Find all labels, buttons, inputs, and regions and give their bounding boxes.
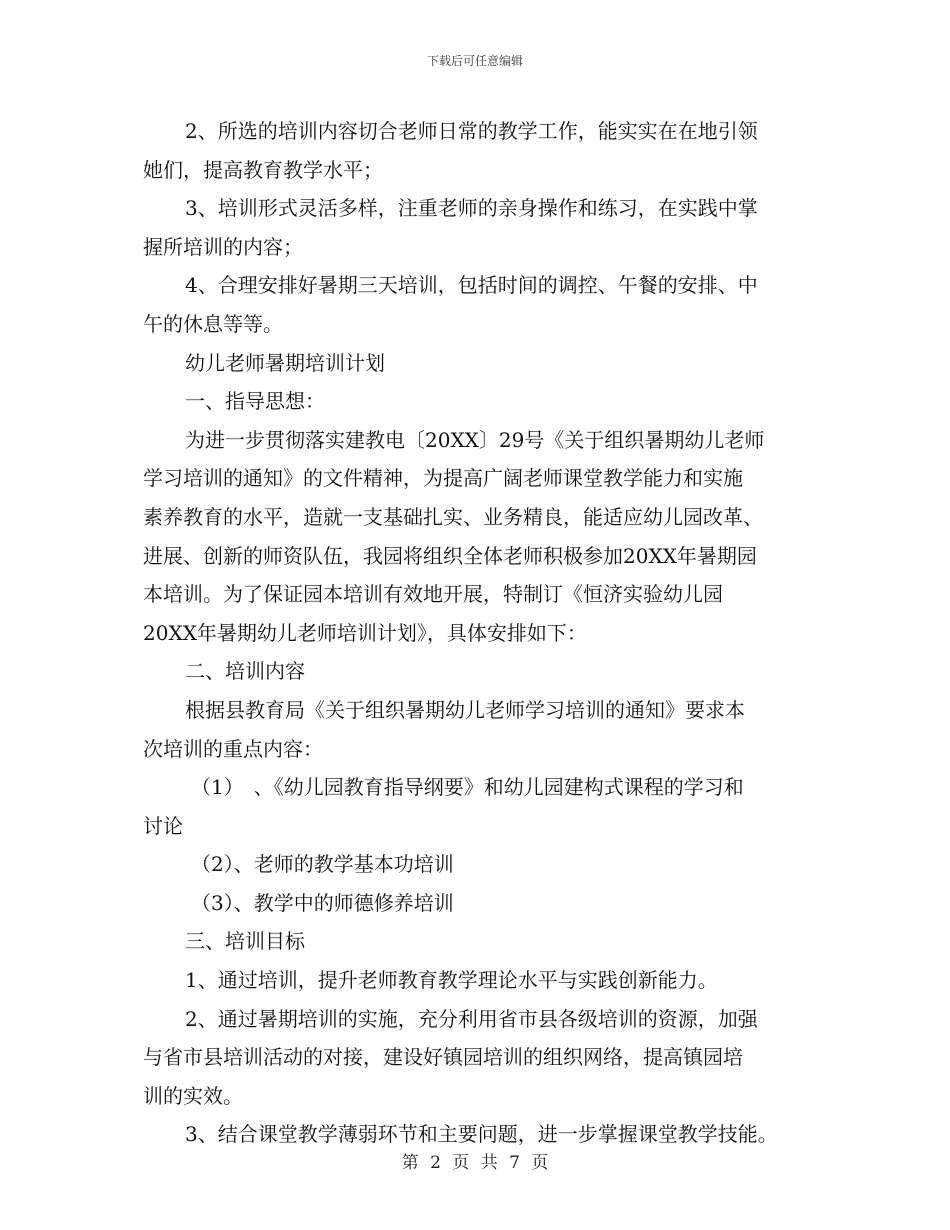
body-line: 学习培训的通知》的文件精神，为提高广阔老师课堂教学能力和实施 [143, 466, 743, 491]
page-header-note: 下载后可任意编辑 [426, 54, 523, 68]
section-heading: 一、指导思想： [185, 389, 325, 414]
section-title: 幼儿老师暑期培训计划 [185, 350, 385, 375]
body-line: 根据县教育局《关于组织暑期幼儿老师学习培训的通知》要求本 [185, 697, 745, 722]
body-line: 午的休息等等。 [143, 311, 283, 336]
body-line: 训的实效。 [143, 1083, 243, 1108]
section-heading: 三、培训目标 [185, 929, 305, 954]
body-line: 4、合理安排好暑期三天培训，包括时间的调控、午餐的安排、中 [185, 273, 758, 298]
body-line: 1、通过培训，提升老师教育教学理论水平与实践创新能力。 [185, 968, 718, 993]
page-number-footer: 第 2 页 共 7 页 [401, 1153, 549, 1173]
section-heading: 二、培训内容 [185, 659, 305, 684]
body-line: 次培训的重点内容： [143, 736, 323, 761]
body-line: 2、通过暑期培训的实施，充分利用省市县各级培训的资源，加强 [185, 1006, 758, 1031]
body-line: 与省市县培训活动的对接，建设好镇园培训的组织网络，提高镇园培 [143, 1045, 743, 1070]
list-item: （2）、老师的教学基本功培训 [191, 852, 454, 877]
body-line: 为进一步贯彻落实建教电〔20XX〕29号《关于组织暑期幼儿老师 [185, 427, 765, 452]
body-line: 本培训。为了保证园本培训有效地开展，特制订《恒济实验幼儿园 [143, 582, 723, 607]
body-line: 握所培训的内容； [143, 234, 303, 259]
list-item: （1） 、《幼儿园教育指导纲要》和幼儿园建构式课程的学习和 [191, 775, 744, 800]
body-line: 20XX年暑期幼儿老师培训计划》，具体安排如下： [143, 620, 587, 645]
list-item: （3）、教学中的师德修养培训 [191, 890, 454, 915]
body-line: 3、结合课堂教学薄弱环节和主要问题，进一步掌握课堂教学技能。 [185, 1122, 778, 1147]
body-line: 讨论 [143, 813, 183, 838]
document-body [143, 112, 833, 1154]
body-line: 她们，提高教育教学水平； [143, 157, 383, 182]
body-line: 进展、创新的师资队伍，我园将组织全体老师积极参加20XX年暑期园 [143, 543, 757, 568]
body-line: 素养教育的水平，造就一支基础扎实、业务精良，能适应幼儿园改革、 [143, 504, 763, 529]
body-line: 3、培训形式灵活多样，注重老师的亲身操作和练习，在实践中掌 [185, 196, 758, 221]
body-line: 2、所选的培训内容切合老师日常的教学工作，能实实在在地引领 [185, 119, 758, 143]
